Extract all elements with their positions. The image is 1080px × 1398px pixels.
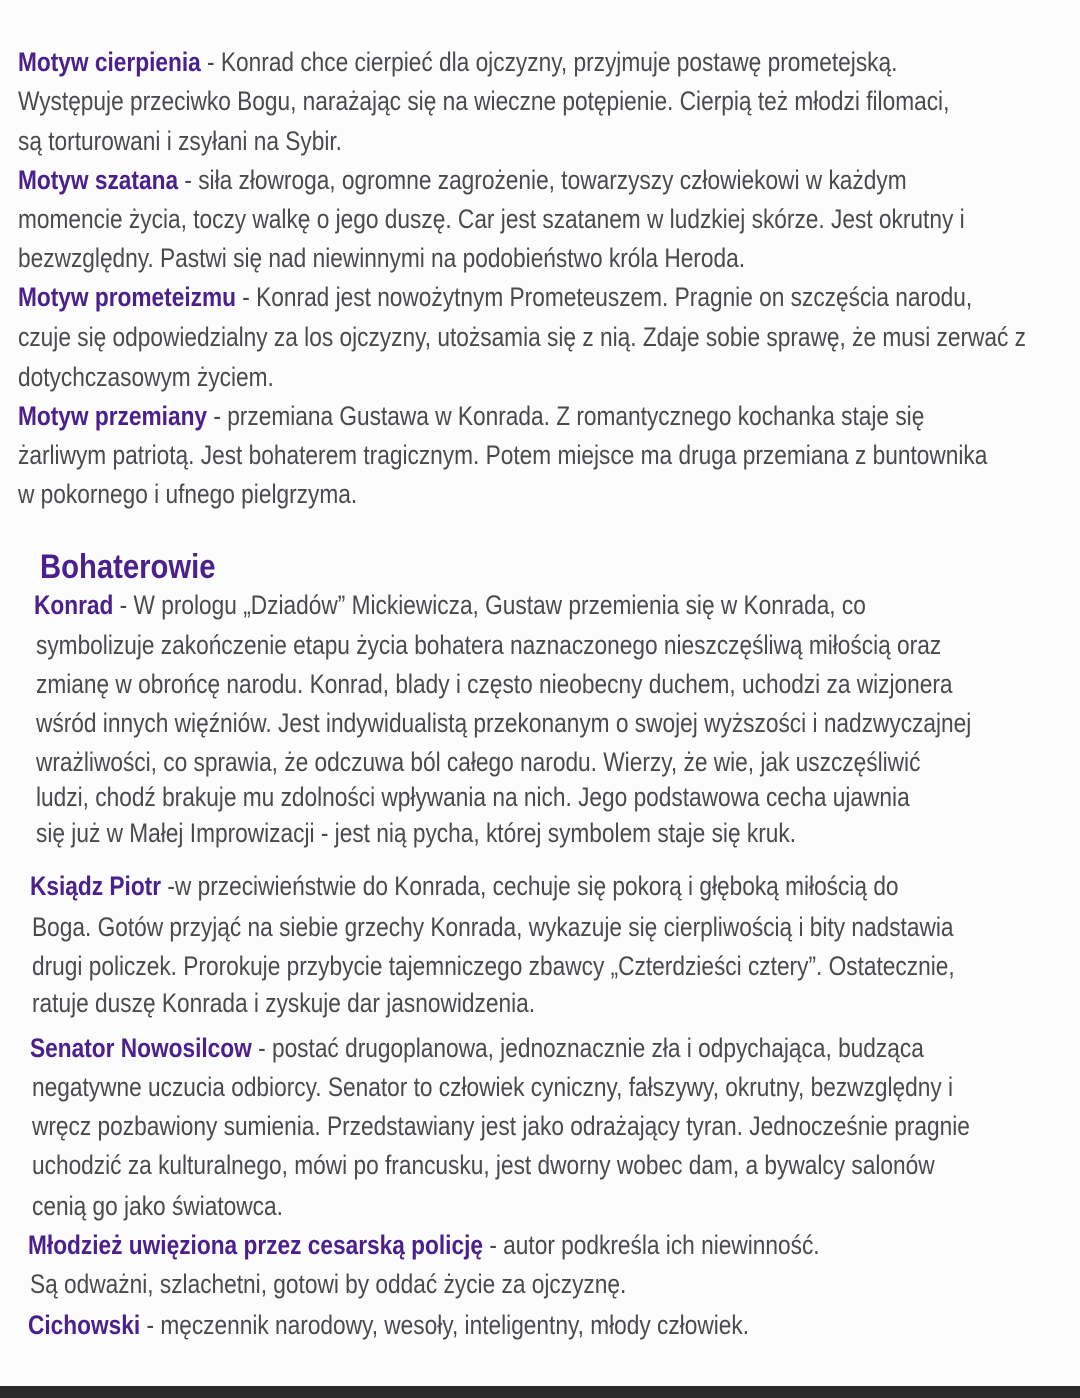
paragraph-text: - siła złowroga, ogromne zagrożenie, towarzyszy człowiekowi w każdym (178, 165, 907, 195)
paragraph-line (32, 986, 535, 1020)
term-label: Motyw przemiany (18, 401, 208, 431)
paragraph-text: - postać drugoplanowa, jednoznacznie zła i odpychająca, budząca (251, 1033, 924, 1063)
paragraph-text: -w przeciwieństwie do Konrada, cechuje się pokorą i głęboką miłością do (161, 871, 899, 901)
paragraph-line (32, 1070, 953, 1104)
paragraph-text: są torturowani i zsyłani na Sybir. (18, 126, 342, 156)
paragraph-text: negatywne uczucia odbiorcy. Senator to człowiek cyniczny, fałszywy, okrutny, bezwzględny i (32, 1072, 954, 1102)
paragraph-line (18, 202, 965, 236)
paragraph-text: bezwzględny. Pastwi się nad niewinnymi na podobieństwo króla Heroda. (18, 243, 746, 273)
paragraph-text: dotychczasowym życiem. (18, 362, 274, 392)
paragraph-line (32, 910, 954, 944)
paragraph-text: czuje się odpowiedzialny za los ojczyzny, utożsamia się z nią. Zdaje sobie sprawę, że musi zerwać z (18, 322, 1027, 352)
paragraph-line (36, 780, 910, 814)
paragraph-text: wręcz pozbawiony sumienia. Przedstawiany jest jako odrażający tyran. Jednocześnie pragnie (32, 1111, 970, 1141)
paragraph-line (32, 1148, 935, 1182)
scan-edge (0, 1386, 1080, 1398)
paragraph-text: cenią go jako światowca. (32, 1191, 283, 1221)
paragraph-line (36, 706, 971, 740)
paragraph-line (18, 477, 357, 511)
paragraph-first-line (28, 1308, 749, 1342)
paragraph-line (18, 84, 949, 118)
paragraph-text: symbolizuje zakończenie etapu życia bohatera naznaczonego nieszczęśliwą miłością oraz (36, 630, 942, 660)
paragraph-text: się już w Małej Improwizacji - jest nią pycha, której symbolem staje się kruk. (36, 818, 797, 848)
paragraph-text: wśród innych więźniów. Jest indywidualistą przekonanym o swojej wyższości i nadzwyczajnej (36, 708, 972, 738)
paragraph-first-line (18, 45, 897, 79)
term-label: Senator Nowosilcow (30, 1033, 252, 1063)
paragraph-text: ludzi, chodź brakuje mu zdolności wpływania na nich. Jego podstawowa cecha ujawnia (36, 782, 910, 812)
paragraph-line (30, 1267, 626, 1301)
paragraph-line (36, 667, 953, 701)
paragraph-line (36, 745, 920, 779)
term-label: Ksiądz Piotr (30, 871, 162, 901)
paragraph-text: - Konrad jest nowożytnym Prometeuszem. Pragnie on szczęścia narodu, (236, 282, 973, 312)
term-label: Cichowski (28, 1310, 141, 1340)
paragraph-text: - Konrad chce cierpieć dla ojczyzny, przyjmuje postawę prometejską. (200, 47, 898, 77)
paragraph-text: drugi policzek. Prorokuje przybycie tajemniczego zbawcy „Czterdzieści cztery”. Ostatecznie, (32, 951, 955, 981)
paragraph-text: Występuje przeciwko Bogu, narażając się na wieczne potępienie. Cierpią też młodzi filomaci, (18, 86, 950, 116)
paragraph-line (18, 241, 745, 275)
paragraph-text: zmianę w obrońcę narodu. Konrad, blady i często nieobecny duchem, uchodzi za wizjonera (36, 669, 953, 699)
term-label: Młodzież uwięziona przez cesarską policję (28, 1230, 484, 1260)
paragraph-text: - męczennik narodowy, wesoły, inteligentny, młody człowiek. (140, 1310, 750, 1340)
paragraph-line (36, 628, 941, 662)
term-label: Motyw cierpienia (18, 47, 201, 77)
paragraph-text: wrażliwości, co sprawia, że odczuwa ból całego narodu. Wierzy, że wie, jak uszczęśliwić (36, 747, 921, 777)
term-label: Motyw prometeizmu (18, 282, 237, 312)
paragraph-text: w pokornego i ufnego pielgrzyma. (18, 479, 358, 509)
heroes-heading: Bohaterowie (40, 548, 216, 586)
paragraph-first-line (18, 399, 924, 433)
term-label: Motyw szatana (18, 165, 179, 195)
paragraph-line (32, 1109, 970, 1143)
paragraph-line (32, 1189, 283, 1223)
paragraph-text: uchodzić za kulturalnego, mówi po francusku, jest dworny wobec dam, a bywalcy salonów (32, 1150, 935, 1180)
paragraph-line (18, 438, 987, 472)
paragraph-line (18, 124, 342, 158)
paragraph-first-line (28, 1228, 820, 1262)
paragraph-text: żarliwym patriotą. Jest bohaterem tragicznym. Potem miejsce ma druga przemiana z buntownika (18, 440, 988, 470)
paragraph-line (36, 816, 796, 850)
paragraph-text: - autor podkreśla ich niewinność. (483, 1230, 820, 1260)
paragraph-text: momencie życia, toczy walkę o jego duszę. Car jest szatanem w ludzkiej skórze. Jest okrutny i (18, 204, 965, 234)
paragraph-text: Są odważni, szlachetni, gotowi by oddać życie za ojczyznę. (30, 1269, 627, 1299)
paragraph-text: Boga. Gotów przyjąć na siebie grzechy Konrada, wykazuje się cierpliwością i bity nadstawia (32, 912, 954, 942)
paragraph-first-line (30, 1031, 924, 1065)
paragraph-text: ratuje duszę Konrada i zyskuje dar jasnowidzenia. (32, 988, 536, 1018)
paragraph-first-line (18, 163, 907, 197)
term-label: Konrad (34, 590, 114, 620)
paragraph-text: - W prologu „Dziadów” Mickiewicza, Gustaw przemienia się w Konrada, co (113, 590, 866, 620)
paragraph-first-line (34, 588, 866, 622)
paragraph-first-line (30, 869, 899, 903)
paragraph-line (18, 320, 1026, 354)
paragraph-first-line (18, 280, 972, 314)
paragraph-text: - przemiana Gustawa w Konrada. Z romantycznego kochanka staje się (207, 401, 925, 431)
paragraph-line (18, 360, 274, 394)
paragraph-line (32, 949, 955, 983)
